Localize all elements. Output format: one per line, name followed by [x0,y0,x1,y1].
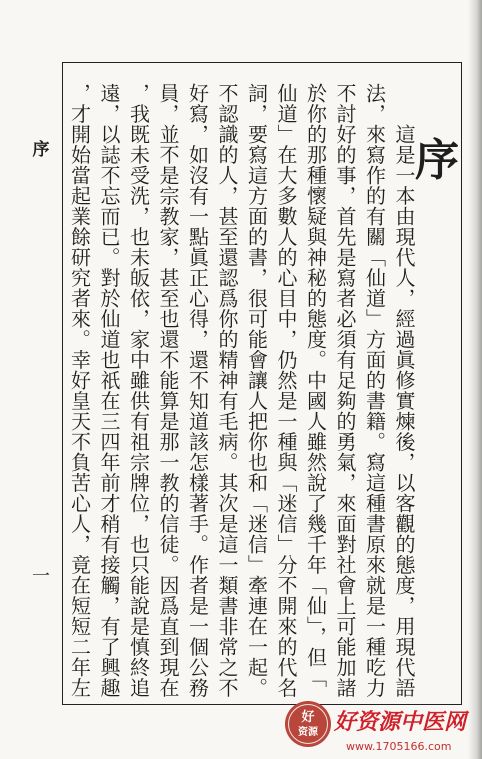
text-column: 於你的那種懷疑與神秘的態度。中國人雖然說了幾千年「仙」，但「 [303,83,328,688]
text-column: 不討好的事，首先是寫者必須有足夠的勇氣，來面對社會上可能加諸 [333,83,357,698]
seal-text-top: 好 [301,710,315,725]
text-column: ，才開始當起業餘研究者來。幸好皇天不負苦心人，竟在短短二年左 [67,83,92,698]
text-column: 不認識的人，甚至還認爲你的精神有毛病。其次是這一類書非常之不 [215,83,239,698]
watermark-url: www.1705166.com [346,740,452,753]
text-column: 遠，以誌不忘而已。對於仙道也祇在三四年前才稍有接觸，有了興趣 [97,83,121,698]
text-column: 詞，要寫這方面的書，很可能會讓人把你也和「迷信」牽連在一起。 [244,83,269,698]
seal-text-bottom: 资源 [298,727,318,738]
page-edge-shadow [468,0,482,759]
text-column: 法，來寫作的有關「仙道」方面的書籍。寫這種書原來就是一種吃力 [362,83,387,698]
text-column: 好寫，如沒有一點眞正心得，還不知道該怎樣著手。作者是一個公務 [185,83,210,698]
text-column: 員，並不是宗教家，甚至也還不能算是那一教的信徒。因爲直到現在 [156,83,180,698]
watermark-seal [284,700,332,748]
text-column: 這是一本由現代人，經過眞修實煉後，以客觀的態度，用現代語 [392,124,416,698]
text-column: 仙道」在大多數人的心目中，仍然是一種與「迷信」分不開來的代名 [274,83,298,698]
text-column: ，我既未受洗，也未皈依，家中雖供有祖宗牌位，也只能說是慎終追 [126,83,151,698]
watermark-site-name: 好资源中医网 [334,710,467,735]
page-number: 一 [32,566,50,587]
preface-title: 序 [415,135,459,186]
running-head: 序 [32,140,50,160]
